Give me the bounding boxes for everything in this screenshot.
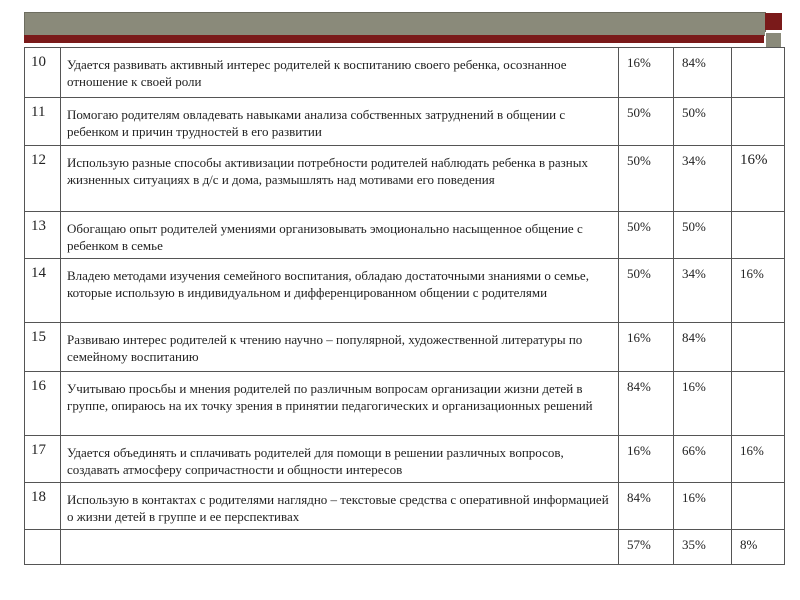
percent-cell-2: 84% xyxy=(674,48,732,98)
row-number: 16 xyxy=(25,372,61,436)
row-text: Использую в контактах с родителями наглядно – текстовые средства с оперативной информацией о жизни детей в группе и ее перспективах xyxy=(61,483,619,530)
table-row xyxy=(25,259,785,323)
table-row xyxy=(25,372,785,436)
row-number: 17 xyxy=(25,436,61,483)
percent-cell-1: 16% xyxy=(619,48,674,98)
row-text: Использую разные способы активизации потребности родителей наблюдать ребенка в разных жизненных ситуациях в д/с и дома, размышлять над мотивами его поведения xyxy=(61,146,619,212)
table-row xyxy=(25,483,785,530)
percent-cell-1: 50% xyxy=(619,98,674,146)
row-text: Развиваю интерес родителей к чтению научно – популярной, художественной литературы по семейному воспитанию xyxy=(61,323,619,372)
row-number: 13 xyxy=(25,212,61,259)
percent-cell-3 xyxy=(732,372,785,436)
percent-cell-3 xyxy=(732,212,785,259)
table-row xyxy=(25,436,785,483)
row-number: 11 xyxy=(25,98,61,146)
percent-cell-1: 84% xyxy=(619,372,674,436)
table-row xyxy=(25,323,785,372)
row-number: 12 xyxy=(25,146,61,212)
row-text: Обогащаю опыт родителей умениями организовывать эмоционально насыщенное общение с ребенком в семье xyxy=(61,212,619,259)
percent-cell-3 xyxy=(732,48,785,98)
percent-cell-2: 16% xyxy=(674,372,732,436)
percent-cell-2: 34% xyxy=(674,259,732,323)
slide-header-bar xyxy=(24,12,766,36)
row-text: Учитываю просьбы и мнения родителей по различным вопросам организации жизни детей в группе, опираюсь на их точку зрения в принятии педагогических и организационных решений xyxy=(61,372,619,436)
survey-table xyxy=(24,47,785,565)
row-text: Удается развивать активный интерес родителей к воспитанию своего ребенка, осознанное отношение к своей роли xyxy=(61,48,619,98)
percent-cell-2: 84% xyxy=(674,323,732,372)
corner-square-dark xyxy=(765,13,782,30)
row-text: Удается объединять и сплачивать родителей для помощи в решении различных вопросов, создавать атмосферу сопричастности и общности интересов xyxy=(61,436,619,483)
row-number: 14 xyxy=(25,259,61,323)
totals-label-cell xyxy=(61,530,619,565)
row-text: Помогаю родителям овладевать навыками анализа собственных затруднений в общении с ребенком и причин трудностей в его развитии xyxy=(61,98,619,146)
row-number: 15 xyxy=(25,323,61,372)
percent-cell-3 xyxy=(732,483,785,530)
percent-cell-2: 34% xyxy=(674,146,732,212)
totals-number-cell xyxy=(25,530,61,565)
total-percent-1: 57% xyxy=(619,530,674,565)
percent-cell-3 xyxy=(732,323,785,372)
percent-cell-1: 16% xyxy=(619,436,674,483)
table-row xyxy=(25,146,785,212)
percent-cell-2: 50% xyxy=(674,98,732,146)
slide-accent-line xyxy=(24,35,764,43)
percent-cell-3: 16% xyxy=(732,146,785,212)
row-number: 10 xyxy=(25,48,61,98)
table-row xyxy=(25,48,785,98)
percent-cell-1: 50% xyxy=(619,146,674,212)
percent-cell-2: 50% xyxy=(674,212,732,259)
percent-cell-1: 84% xyxy=(619,483,674,530)
percent-cell-1: 50% xyxy=(619,259,674,323)
row-text: Владею методами изучения семейного воспитания, обладаю достаточными знаниями о семье, которые использую в индивидуальном и дифференцированном общении с родителями xyxy=(61,259,619,323)
totals-row xyxy=(25,530,785,565)
percent-cell-2: 16% xyxy=(674,483,732,530)
percent-cell-3 xyxy=(732,98,785,146)
percent-cell-1: 50% xyxy=(619,212,674,259)
percent-cell-3: 16% xyxy=(732,259,785,323)
percent-cell-1: 16% xyxy=(619,323,674,372)
percent-cell-3: 16% xyxy=(732,436,785,483)
percent-cell-2: 66% xyxy=(674,436,732,483)
row-number: 18 xyxy=(25,483,61,530)
total-percent-3: 8% xyxy=(732,530,785,565)
table-row xyxy=(25,98,785,146)
total-percent-2: 35% xyxy=(674,530,732,565)
table-row xyxy=(25,212,785,259)
